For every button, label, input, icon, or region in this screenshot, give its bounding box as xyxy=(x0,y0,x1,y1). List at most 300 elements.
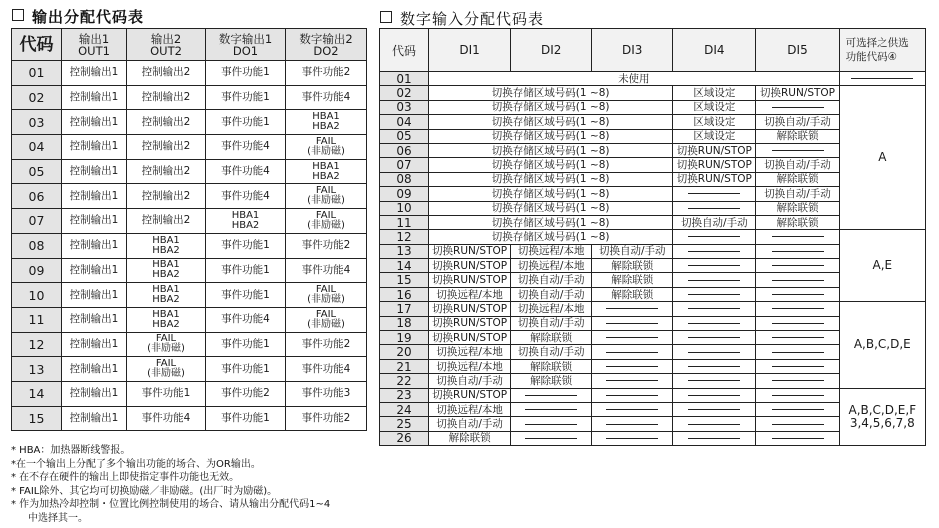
cell-di1: 切换RUN/STOP xyxy=(429,259,511,273)
cell-di1: 切换远程/本地 xyxy=(429,402,511,416)
cell-out2 xyxy=(127,258,206,283)
cell-line: FAIL xyxy=(315,308,337,320)
cell-di2: 切换自动/手动 xyxy=(511,316,592,330)
cell-line: HBA1 xyxy=(152,234,180,246)
dash-line xyxy=(772,265,824,266)
cell-di4 xyxy=(673,273,756,287)
row-code: 01 xyxy=(12,61,62,86)
table-row xyxy=(12,233,367,258)
dash-line xyxy=(688,251,740,252)
cell-do1: 事件功能1 xyxy=(206,332,286,357)
row-code: 09 xyxy=(380,187,429,201)
cell-di1-3-merged: 切换存储区域号码(1 ~8) xyxy=(429,158,673,172)
cell-di4: 切换RUN/STOP xyxy=(673,143,756,157)
di-table-header-row xyxy=(380,29,926,72)
cell-do1: 事件功能4 xyxy=(206,135,286,160)
cell-line: FAIL xyxy=(155,358,177,370)
di-table-title xyxy=(380,8,544,29)
cell-do2: 事件功能4 xyxy=(286,357,367,382)
footnote: * HBA：加热器断线警报。 xyxy=(11,445,131,456)
cell-di2: 解除联锁 xyxy=(511,359,592,373)
cell-di1: 切换RUN/STOP xyxy=(429,244,511,258)
row-code: 13 xyxy=(380,244,429,258)
cell-di1: 切换自动/手动 xyxy=(429,374,511,388)
header-out2-en: OUT2 xyxy=(150,43,182,58)
table-row xyxy=(12,209,367,234)
dash-line xyxy=(688,236,740,237)
dash-line xyxy=(772,366,824,367)
table-row xyxy=(12,258,367,283)
footnote: * FAIL除外、其它均可切换励磁／非励磁。(出厂时为励磁)。 xyxy=(11,485,278,497)
cell-di2 xyxy=(511,417,592,431)
digital-input-assignment-table xyxy=(379,28,926,446)
table-row xyxy=(12,184,367,209)
cell-di3 xyxy=(592,302,673,316)
cell-line: HBA2 xyxy=(152,244,180,256)
row-code: 09 xyxy=(12,258,62,283)
row-code: 01 xyxy=(380,72,429,86)
cell-out2 xyxy=(127,332,206,357)
cell-do2: 事件功能4 xyxy=(286,85,367,110)
dash-line xyxy=(606,424,658,425)
dash-line xyxy=(772,409,824,410)
row-code: 10 xyxy=(12,283,62,308)
table-row xyxy=(12,135,367,160)
footnote: * 在不存在硬件的输出上即使指定事件功能也无效。 xyxy=(11,472,240,483)
dash-line xyxy=(688,193,740,194)
dash-line xyxy=(688,323,740,324)
row-code: 19 xyxy=(380,331,429,345)
option-codes-line: A,B,C,D,E,F xyxy=(848,402,917,417)
cell-out1: 控制输出1 xyxy=(62,184,127,209)
dash-line xyxy=(606,366,658,367)
cell-di4: 切换RUN/STOP xyxy=(673,172,756,186)
dash-line xyxy=(688,337,740,338)
cell-di1-3-merged: 切换存储区域号码(1 ~8) xyxy=(429,129,673,143)
cell-di5 xyxy=(756,345,839,359)
table-row xyxy=(12,381,367,406)
cell-line: (非励磁) xyxy=(147,343,185,355)
dash-line xyxy=(688,294,740,295)
dash-line xyxy=(525,424,577,425)
cell-do2 xyxy=(286,307,367,332)
footnote: 中选择其一。 xyxy=(28,512,88,524)
cell-line: FAIL xyxy=(315,135,337,147)
header-do1-cn: 数字输出1 xyxy=(218,31,273,46)
row-code: 11 xyxy=(12,307,62,332)
cell-out2: 控制输出2 xyxy=(127,61,206,86)
cell-line: HBA2 xyxy=(312,170,340,182)
cell-do1: 事件功能1 xyxy=(206,258,286,283)
cell-di3: 切换自动/手动 xyxy=(592,244,673,258)
cell-di2: 切换自动/手动 xyxy=(511,345,592,359)
cell-out1: 控制输出1 xyxy=(62,283,127,308)
dash-line xyxy=(688,438,740,439)
dash-line xyxy=(525,438,577,439)
cell-di5 xyxy=(756,143,839,157)
cell-di4 xyxy=(673,431,756,445)
cell-di4: 区域设定 xyxy=(673,86,756,100)
cell-di4 xyxy=(673,201,756,215)
cell-di1-3-merged: 切换存储区域号码(1 ~8) xyxy=(429,143,673,157)
cell-do1: 事件功能1 xyxy=(206,110,286,135)
cell-di2 xyxy=(511,402,592,416)
output-assignment-table xyxy=(11,28,367,431)
cell-do2: 事件功能2 xyxy=(286,233,367,258)
cell-di1-3-merged: 切换存储区域号码(1 ~8) xyxy=(429,86,673,100)
cell-di4 xyxy=(673,417,756,431)
cell-out2: 控制输出2 xyxy=(127,184,206,209)
cell-do1: 事件功能1 xyxy=(206,357,286,382)
dash-line xyxy=(688,424,740,425)
cell-out2: 控制输出2 xyxy=(127,209,206,234)
cell-di1: 切换远程/本地 xyxy=(429,287,511,301)
cell-di5: 解除联锁 xyxy=(756,172,839,186)
option-codes-cell: A,B,C,D,E xyxy=(839,302,925,388)
header-out1-cn: 输出1 xyxy=(78,31,110,46)
cell-di5 xyxy=(756,273,839,287)
cell-do1: 事件功能1 xyxy=(206,233,286,258)
cell-di5: 解除联锁 xyxy=(756,129,839,143)
cell-di4 xyxy=(673,345,756,359)
cell-do1: 事件功能1 xyxy=(206,283,286,308)
cell-line: (非励磁) xyxy=(307,318,345,330)
cell-di4 xyxy=(673,244,756,258)
dash-line xyxy=(772,424,824,425)
cell-do2: 事件功能2 xyxy=(286,406,367,431)
cell-out2: 事件功能4 xyxy=(127,406,206,431)
cell-di4: 区域设定 xyxy=(673,129,756,143)
dash-line xyxy=(772,323,824,324)
cell-do1: 事件功能4 xyxy=(206,159,286,184)
row-code: 14 xyxy=(12,381,62,406)
dash-line xyxy=(772,107,824,108)
table-row xyxy=(12,307,367,332)
table-row xyxy=(12,357,367,382)
cell-di3: 解除联锁 xyxy=(592,259,673,273)
cell-out2: 事件功能1 xyxy=(127,381,206,406)
row-code: 12 xyxy=(380,230,429,244)
option-codes-cell: A,E xyxy=(839,230,925,302)
row-code: 18 xyxy=(380,316,429,330)
output-table-header-row xyxy=(12,29,367,61)
row-code: 06 xyxy=(380,143,429,157)
dash-line xyxy=(525,409,577,410)
dash-line xyxy=(851,78,913,79)
row-code: 12 xyxy=(12,332,62,357)
cell-di1: 解除联锁 xyxy=(429,431,511,445)
cell-do2 xyxy=(286,184,367,209)
cell-di2: 解除联锁 xyxy=(511,331,592,345)
row-code: 04 xyxy=(12,135,62,160)
cell-di3 xyxy=(592,359,673,373)
header-out2 xyxy=(127,29,206,61)
dash-line xyxy=(772,150,824,151)
row-code: 14 xyxy=(380,259,429,273)
dash-line xyxy=(772,352,824,353)
cell-line: HBA1 xyxy=(152,284,180,296)
cell-di5 xyxy=(756,402,839,416)
cell-out1: 控制输出1 xyxy=(62,110,127,135)
cell-di5 xyxy=(756,287,839,301)
cell-do1: 事件功能4 xyxy=(206,184,286,209)
cell-di1-3-merged: 切换存储区域号码(1 ~8) xyxy=(429,230,673,244)
cell-di4: 区域设定 xyxy=(673,100,756,114)
cell-out1: 控制输出1 xyxy=(62,159,127,184)
row-code: 15 xyxy=(380,273,429,287)
cell-di5 xyxy=(756,359,839,373)
dash-line xyxy=(688,395,740,396)
cell-di4 xyxy=(673,230,756,244)
row-code: 26 xyxy=(380,431,429,445)
cell-di5 xyxy=(756,230,839,244)
table-row xyxy=(12,283,367,308)
row-code: 02 xyxy=(380,86,429,100)
header-di2: DI2 xyxy=(511,29,592,72)
dash-line xyxy=(688,352,740,353)
cell-di5: 切换RUN/STOP xyxy=(756,86,839,100)
cell-do2 xyxy=(286,135,367,160)
cell-line: HBA2 xyxy=(152,318,180,330)
row-code: 15 xyxy=(12,406,62,431)
header-out2-cn: 输出2 xyxy=(150,31,182,46)
cell-di1: 切换RUN/STOP xyxy=(429,388,511,402)
cell-line: (非励磁) xyxy=(307,294,345,306)
dash-line xyxy=(606,323,658,324)
cell-di4 xyxy=(673,374,756,388)
cell-di5 xyxy=(756,302,839,316)
cell-di1-3-merged: 切换存储区域号码(1 ~8) xyxy=(429,172,673,186)
dash-line xyxy=(606,352,658,353)
dash-line xyxy=(688,265,740,266)
cell-do1: 事件功能2 xyxy=(206,381,286,406)
cell-out1: 控制输出1 xyxy=(62,406,127,431)
dash-line xyxy=(606,380,658,381)
header-do2-en: DO2 xyxy=(313,43,339,58)
dash-line xyxy=(606,308,658,309)
cell-line: FAIL xyxy=(315,185,337,197)
cell-do2: 事件功能2 xyxy=(286,332,367,357)
header-di3: DI3 xyxy=(592,29,673,72)
row-code: 02 xyxy=(12,85,62,110)
header-di4: DI4 xyxy=(673,29,756,72)
table-row xyxy=(12,61,367,86)
cell-line: FAIL xyxy=(155,333,177,345)
row-code: 03 xyxy=(380,100,429,114)
cell-di3 xyxy=(592,388,673,402)
cell-line: FAIL xyxy=(315,209,337,221)
cell-out1: 控制输出1 xyxy=(62,381,127,406)
cell-di2 xyxy=(511,388,592,402)
cell-di5: 解除联锁 xyxy=(756,215,839,229)
table-row xyxy=(12,406,367,431)
cell-line: (非励磁) xyxy=(307,219,345,231)
cell-do1 xyxy=(206,209,286,234)
cell-line: HBA1 xyxy=(312,160,340,172)
row-code: 03 xyxy=(12,110,62,135)
cell-di5 xyxy=(756,316,839,330)
row-code: 24 xyxy=(380,402,429,416)
cell-out1: 控制输出1 xyxy=(62,233,127,258)
footnote: *在一个输出上分配了多个输出功能的场合、为OR输出。 xyxy=(11,458,261,470)
cell-di3 xyxy=(592,374,673,388)
cell-do1: 事件功能1 xyxy=(206,406,286,431)
square-bullet-icon xyxy=(380,11,392,23)
cell-line: HBA2 xyxy=(152,269,180,281)
cell-di3 xyxy=(592,331,673,345)
cell-di3 xyxy=(592,402,673,416)
dash-line xyxy=(688,380,740,381)
cell-di5 xyxy=(756,100,839,114)
dash-line xyxy=(606,409,658,410)
cell-out1: 控制输出1 xyxy=(62,357,127,382)
table-row xyxy=(380,388,926,402)
footnote: * 作为加热冷却控制・位置比例控制使用的场合、请从输出分配代码1~4 xyxy=(11,499,331,510)
row-code: 05 xyxy=(12,159,62,184)
dash-line xyxy=(688,409,740,410)
cell-out1: 控制输出1 xyxy=(62,332,127,357)
cell-line: HBA1 xyxy=(312,111,340,123)
row-code: 07 xyxy=(380,158,429,172)
cell-di4 xyxy=(673,388,756,402)
row-code: 21 xyxy=(380,359,429,373)
cell-di4: 切换自动/手动 xyxy=(673,215,756,229)
row-code: 11 xyxy=(380,215,429,229)
row-code: 05 xyxy=(380,129,429,143)
row-code: 07 xyxy=(12,209,62,234)
cell-di2: 解除联锁 xyxy=(511,374,592,388)
header-out1 xyxy=(62,29,127,61)
cell-line: HBA2 xyxy=(152,294,180,306)
cell-out1: 控制输出1 xyxy=(62,258,127,283)
footnotes xyxy=(11,444,330,525)
header-code: 代码 xyxy=(380,29,429,72)
cell-do2: 事件功能3 xyxy=(286,381,367,406)
dash-line xyxy=(688,366,740,367)
cell-line: HBA2 xyxy=(231,219,260,231)
cell-di4: 切换RUN/STOP xyxy=(673,158,756,172)
row-code: 23 xyxy=(380,388,429,402)
cell-di3: 解除联锁 xyxy=(592,287,673,301)
dash-line xyxy=(606,438,658,439)
cell-di4 xyxy=(673,402,756,416)
dash-line xyxy=(772,337,824,338)
cell-do2 xyxy=(286,209,367,234)
dash-line xyxy=(772,380,824,381)
cell-do1: 事件功能1 xyxy=(206,61,286,86)
cell-do2: 事件功能4 xyxy=(286,258,367,283)
dash-line xyxy=(772,308,824,309)
cell-di5 xyxy=(756,244,839,258)
row-code: 04 xyxy=(380,115,429,129)
cell-di4 xyxy=(673,259,756,273)
cell-line: FAIL xyxy=(315,284,337,296)
cell-do2 xyxy=(286,159,367,184)
header-code: 代码 xyxy=(12,29,62,61)
table-row xyxy=(380,302,926,316)
cell-line: HBA1 xyxy=(152,259,180,271)
row-code: 17 xyxy=(380,302,429,316)
cell-di2 xyxy=(511,431,592,445)
header-out1-en: OUT1 xyxy=(78,43,110,58)
table-row xyxy=(380,230,926,244)
option-codes-cell: A xyxy=(839,86,925,230)
cell-out2 xyxy=(127,283,206,308)
option-codes-line: 3,4,5,6,7,8 xyxy=(849,415,915,430)
row-code: 13 xyxy=(12,357,62,382)
row-code: 10 xyxy=(380,201,429,215)
header-do2-cn: 数字输出2 xyxy=(299,31,353,46)
cell-di1: 切换RUN/STOP xyxy=(429,273,511,287)
cell-di4 xyxy=(673,187,756,201)
cell-di1-3-merged: 切换存储区域号码(1 ~8) xyxy=(429,215,673,229)
header-options-line1: 可选择之供选 xyxy=(845,37,909,49)
table-row xyxy=(12,85,367,110)
cell-line: (非励磁) xyxy=(147,368,185,380)
cell-di3 xyxy=(592,417,673,431)
cell-out1: 控制输出1 xyxy=(62,61,127,86)
row-code: 06 xyxy=(12,184,62,209)
row-code: 08 xyxy=(380,172,429,186)
cell-line: HBA2 xyxy=(312,121,340,133)
dash-line xyxy=(606,395,658,396)
cell-do1: 事件功能1 xyxy=(206,85,286,110)
cell-merged-unused: 未使用 xyxy=(429,72,840,86)
row-code: 08 xyxy=(12,233,62,258)
cell-di5 xyxy=(756,431,839,445)
cell-di5: 切换自动/手动 xyxy=(756,158,839,172)
cell-out2: 控制输出2 xyxy=(127,85,206,110)
cell-do2: 事件功能2 xyxy=(286,61,367,86)
cell-di3: 解除联锁 xyxy=(592,273,673,287)
square-bullet-icon xyxy=(12,9,24,21)
cell-di4 xyxy=(673,316,756,330)
cell-out2: 控制输出2 xyxy=(127,159,206,184)
cell-di3 xyxy=(592,345,673,359)
cell-di2: 切换远程/本地 xyxy=(511,259,592,273)
table-row xyxy=(12,332,367,357)
option-codes-cell xyxy=(839,388,925,446)
cell-di1-3-merged: 切换存储区域号码(1 ~8) xyxy=(429,100,673,114)
header-options xyxy=(839,29,925,72)
cell-di5 xyxy=(756,259,839,273)
cell-out2 xyxy=(127,233,206,258)
cell-di5: 切换自动/手动 xyxy=(756,115,839,129)
row-code: 20 xyxy=(380,345,429,359)
cell-do2 xyxy=(286,110,367,135)
cell-do1: 事件功能4 xyxy=(206,307,286,332)
option-codes-cell xyxy=(839,72,925,86)
header-di1: DI1 xyxy=(429,29,511,72)
cell-line: HBA1 xyxy=(152,308,180,320)
table-row xyxy=(380,72,926,86)
cell-out1: 控制输出1 xyxy=(62,135,127,160)
cell-line: (非励磁) xyxy=(307,195,345,207)
cell-out2 xyxy=(127,357,206,382)
cell-di1: 切换自动/手动 xyxy=(429,417,511,431)
cell-di2: 切换自动/手动 xyxy=(511,273,592,287)
cell-out2: 控制输出2 xyxy=(127,110,206,135)
cell-di2: 切换远程/本地 xyxy=(511,302,592,316)
cell-di5 xyxy=(756,331,839,345)
cell-out2: 控制输出2 xyxy=(127,135,206,160)
cell-di3 xyxy=(592,431,673,445)
cell-out2 xyxy=(127,307,206,332)
cell-di1: 切换RUN/STOP xyxy=(429,331,511,345)
cell-di3 xyxy=(592,316,673,330)
cell-di4 xyxy=(673,287,756,301)
dash-line xyxy=(525,395,577,396)
